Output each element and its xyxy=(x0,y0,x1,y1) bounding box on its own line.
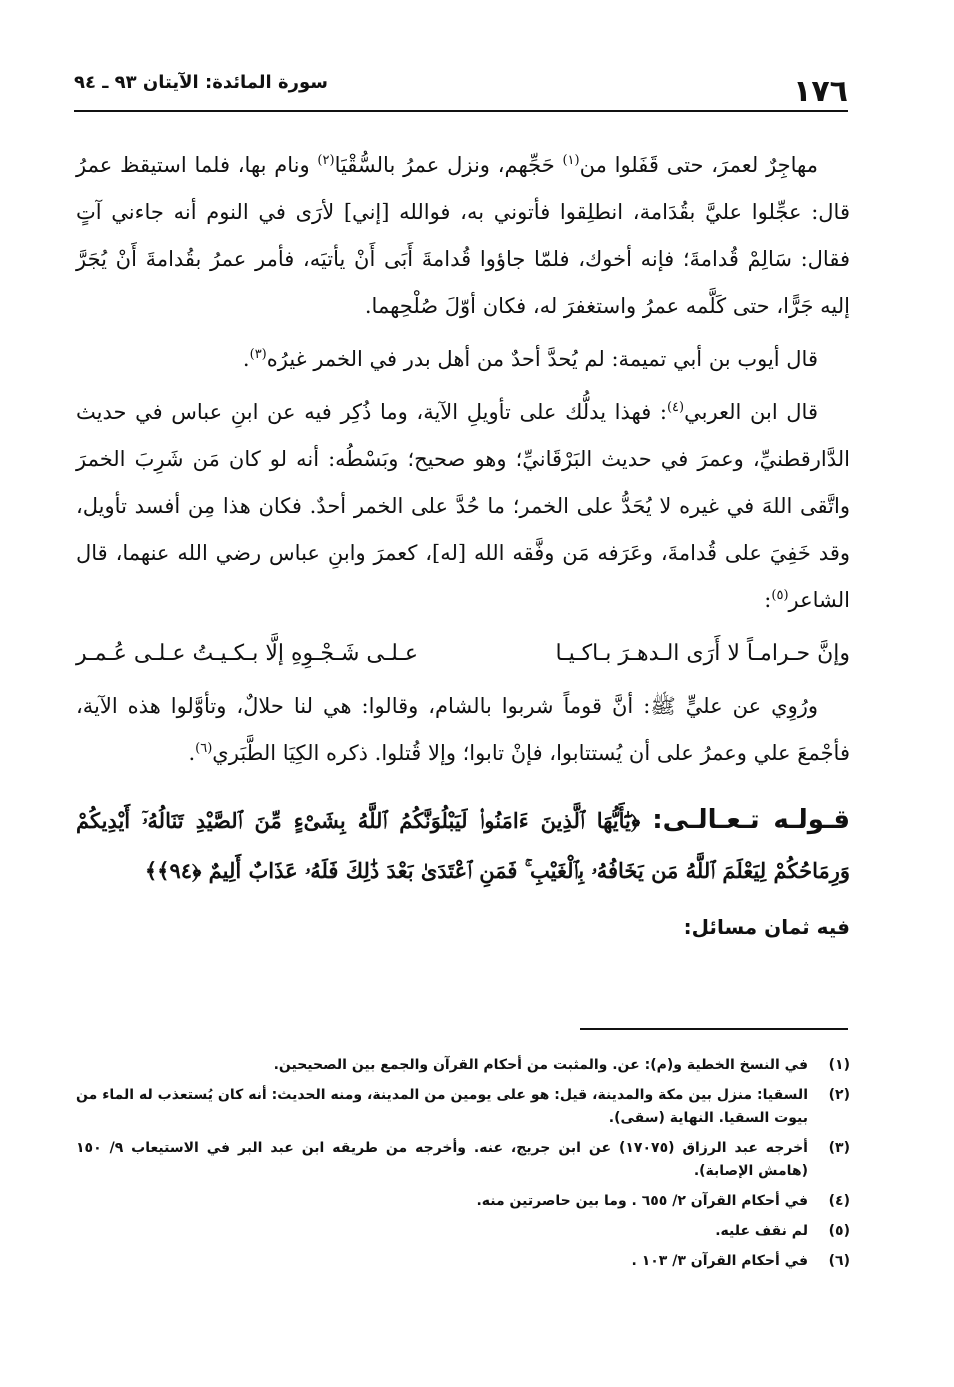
page-header xyxy=(74,62,848,112)
p4-text-b: . xyxy=(188,741,196,765)
footnote-text: لم نقف عليه. xyxy=(715,1223,808,1239)
footnote-4 xyxy=(76,1190,850,1213)
poem-verse xyxy=(76,630,850,677)
p3-text-a: قال ابن العربي xyxy=(684,400,818,424)
footnote-ref-3[interactable]: (٣) xyxy=(249,347,267,362)
p1-text-a: مهاجِرٌ لعمرَ، حتى قَفَلوا من xyxy=(579,153,818,177)
footnote-number: (٦) xyxy=(828,1253,850,1269)
p2-text-b: . xyxy=(242,347,250,371)
footnote-text: أخرجه عبد الرزاق (١٧٠٧٥) عن ابن جريج، عنه. وأخرجه من طريقه ابن عبد البر في الاستيعاب ٩/ ١٥٠ (هامش الإصابة). xyxy=(76,1140,808,1179)
p1-text-c: ونام بها، فلما استيقظ عمرُ قال: عجِّلوا عليَّ بقُدَامة، انطلِقوا فأتوني به، فوالله [إني] لأرَى في النوم أنه جاءني آتٍ فقال: سَالِمْ قُدامةَ؛ فإنه أخوك، فلمّا جاؤوا قُدامةَ أَبَى أَنْ يأتيَه، فأمر عمرُ بقُدامةَ أَنْ يُجَرَّ إليه جَرًّا، حتى كَلَّمه عمرُ واستغفرَ له، فكان أوّلَ صُلْحِهما. xyxy=(76,153,850,318)
poem-hemistich-right: وإنَّ حـرامـاً لا أَرَى الـدهـرَ بـاكـيـا xyxy=(555,641,850,666)
footnote-number: (٥) xyxy=(828,1223,850,1239)
quran-verse xyxy=(76,795,850,896)
footnote-5 xyxy=(76,1220,850,1243)
p2-text-a: قال أيوب بن أبي تميمة: لم يُحدَّ أحدٌ من أهل بدر في الخمر غيرُه xyxy=(266,347,818,371)
footnote-number: (٣) xyxy=(828,1140,850,1156)
poem-hemistich-left: عـلـى شَـجْـوِهِ إلَّا بـكـيـتُ عـلـى عُـمـر xyxy=(76,641,419,666)
paragraph-3 xyxy=(76,389,850,624)
footnote-number: (٤) xyxy=(828,1193,850,1209)
footnote-divider xyxy=(580,1028,848,1030)
footnote-text: في النسخ الخطية و(م): عن. والمثبت من أحكام القرآن والجمع بين الصحيحين. xyxy=(273,1057,808,1073)
footnote-text: في أحكام القرآن ٢/ ٦٥٥ . وما بين حاصرتين منه. xyxy=(476,1193,808,1209)
page-number: ١٧٦ xyxy=(793,74,848,109)
paragraph-4 xyxy=(76,683,850,777)
footnote-ref-4[interactable]: (٤) xyxy=(666,400,685,415)
footnote-ref-1[interactable]: (١) xyxy=(562,153,580,168)
footnote-ref-2[interactable]: (٢) xyxy=(317,153,335,168)
verse-intro: قـولـه تـعـالـى: xyxy=(652,805,850,835)
p4-text-a: ورُوِي عن عليٍّ ﷺ: أنَّ قوماً شربوا بالشام، وقالوا: هي لنا حلالٌ، وتأوَّلوا هذه الآية، فأجْمعَ علي وعمرُ على أن يُستتابوا، فإنْ تابوا؛ وإلا قُتلوا. ذكره الكِيَا الطَّبَري xyxy=(76,694,850,765)
footnote-1 xyxy=(76,1054,850,1077)
footnote-3 xyxy=(76,1137,850,1183)
footnote-6 xyxy=(76,1250,850,1273)
footnote-number: (٢) xyxy=(828,1087,850,1103)
running-title: سورة المائدة: الآيتان ٩٣ ـ ٩٤ xyxy=(74,72,328,93)
p3-text-b: : فهذا يدلُّك على تأويلِ الآية، وما ذُكِر فيه عن ابنِ عباس في حديث الدَّارقطنيِّ، وعمرَ في حديث البَرْقَانيِّ؛ وهو صحيح؛ وبَسْطُه: أنه لو كان مَن شَرِبَ الخمرَ واتَّقى اللهَ في غيره لا يُحَدُّ على الخمر؛ ما حُدَّ على الخمر أحدٌ. فكان هذا مِن أفسد تأويل، وقد خَفِيَ على قُدامةَ، وعَرَفه مَن وفَّقه الله [له]، كعمرَ وابنِ عباس رضي الله عنهما، قال الشاعر xyxy=(76,400,850,612)
footnote-text: السقيا: منزل بين مكة والمدينة، قيل: هو على يومين من المدينة، ومنه الحديث: أنه كان يُستعذب له الماء من بيوت السقيا. النهاية (سقى). xyxy=(76,1087,808,1126)
verse-text: ﴿يَٰٓأَيُّهَا ٱلَّذِينَ ءَامَنُوا۟ لَيَبْلُوَنَّكُمُ ٱللَّهُ بِشَىْءٍ مِّنَ ٱلصَّيْدِ تَنَالُهُۥٓ أَيْدِيكُمْ وَرِمَاحُكُمْ لِيَعْلَمَ ٱللَّهُ مَن يَخَافُهُۥ بِٱلْغَيْبِ ۚ فَمَنِ ٱعْتَدَىٰ بَعْدَ ذَٰلِكَ فَلَهُۥ عَذَابٌ أَلِيمٌ ﴿٩٤﴾﴾ xyxy=(76,808,850,883)
footnote-2 xyxy=(76,1084,850,1130)
footnote-text: في أحكام القرآن ٣/ ١٠٣ . xyxy=(631,1253,808,1269)
paragraph-1 xyxy=(76,142,850,330)
footnote-number: (١) xyxy=(828,1057,850,1073)
issues-heading: فيه ثمان مسائل: xyxy=(683,915,850,939)
footnotes xyxy=(76,1054,850,1280)
footnote-ref-5[interactable]: (٥) xyxy=(771,588,789,603)
footnote-ref-6[interactable]: (٦) xyxy=(195,741,213,756)
paragraph-2 xyxy=(76,336,850,383)
p1-text-b: حَجِّهم، ونزل عمرُ بالسُّقْيَا xyxy=(334,153,555,177)
main-text xyxy=(76,142,850,951)
p3-text-c: : xyxy=(764,588,772,612)
